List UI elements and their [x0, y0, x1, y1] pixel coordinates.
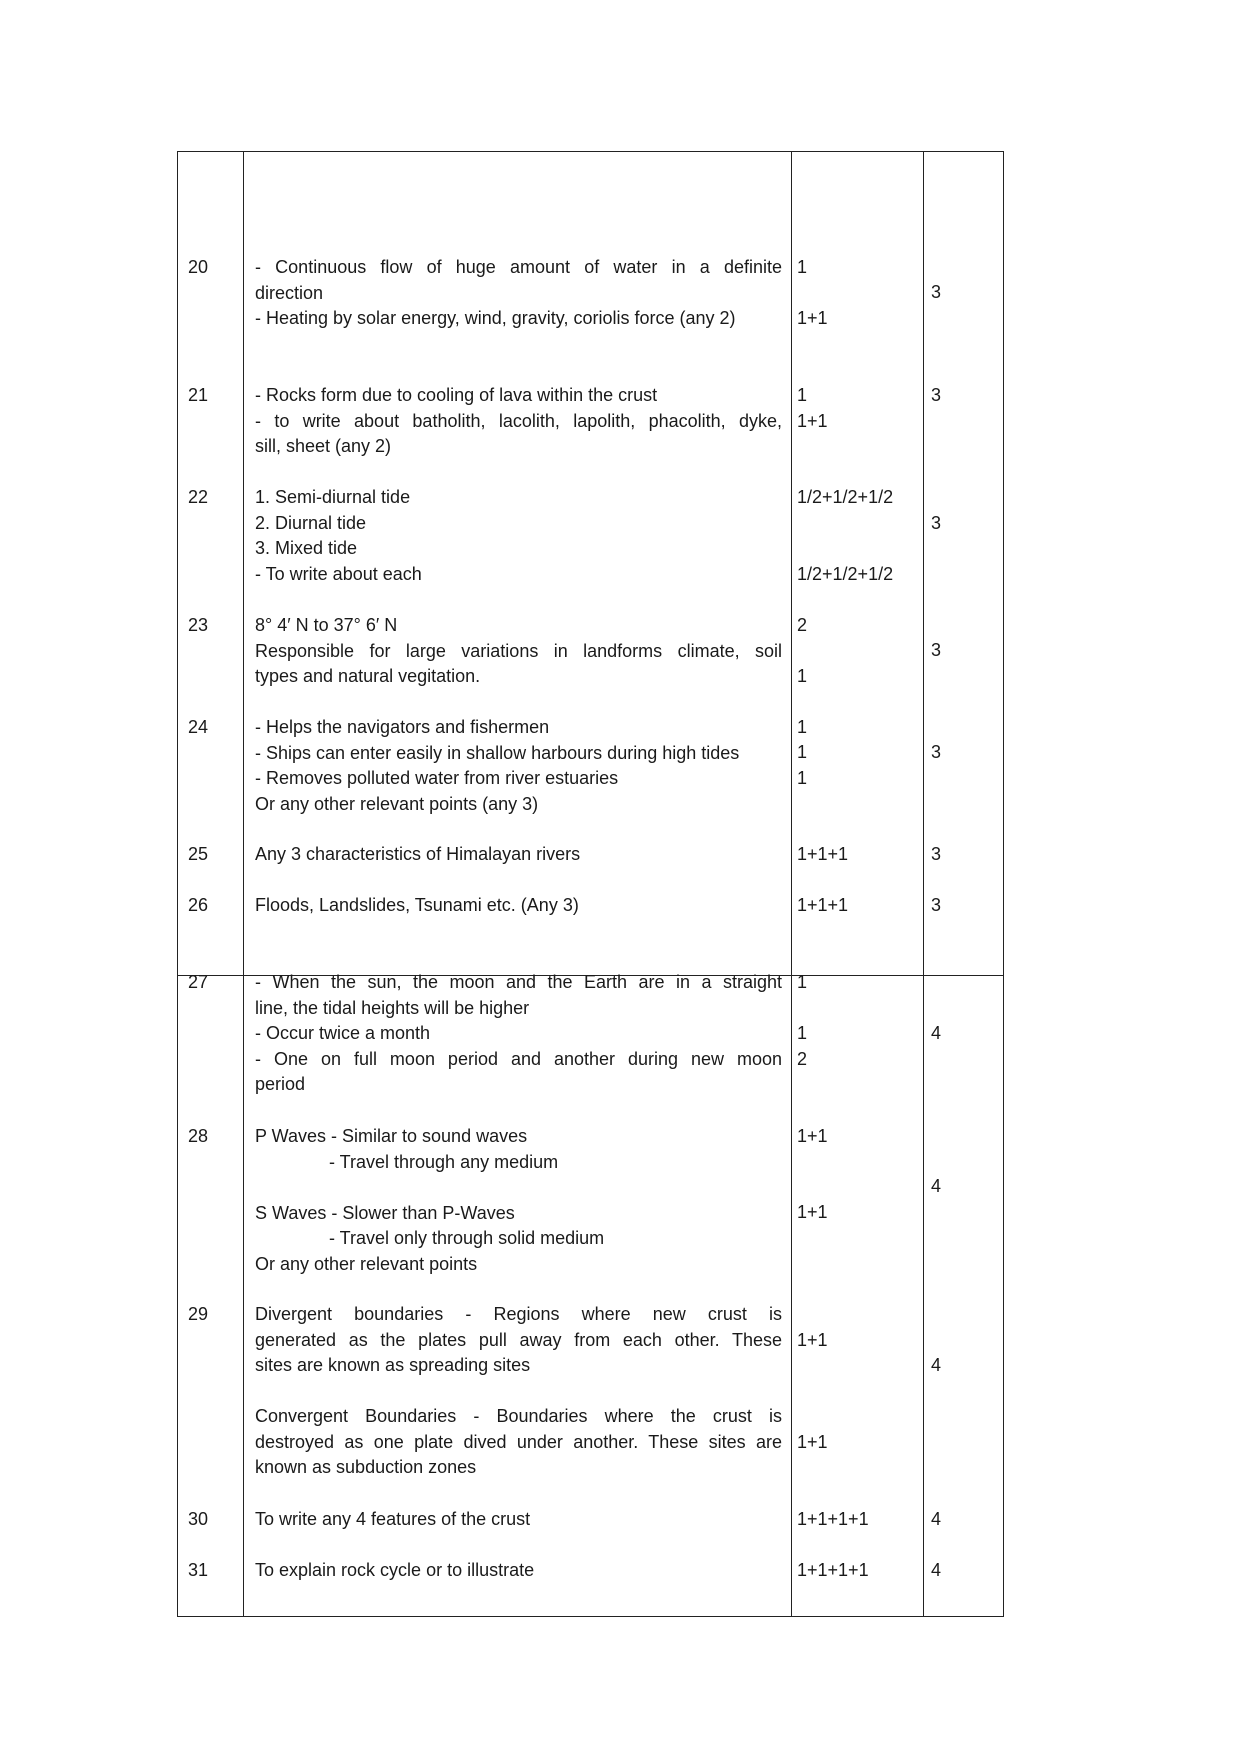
marks-value: 2: [797, 1049, 808, 1069]
marks-value: 1: [797, 666, 808, 686]
question-number: 28: [188, 1126, 209, 1146]
total-marks: 3: [931, 742, 942, 762]
marks-value: 1: [797, 257, 808, 277]
answer-text: To write any 4 features of the crust: [255, 1509, 531, 1529]
marks-value: 1+1+1+1: [797, 1560, 869, 1580]
marks-value: 1: [797, 972, 808, 992]
total-marks: 4: [931, 1509, 942, 1529]
total-marks: 3: [931, 282, 942, 302]
marks-value: 1+1: [797, 1432, 828, 1452]
table-divider-2: [791, 151, 792, 1617]
table-divider-3: [923, 151, 924, 1617]
marks-value: 1: [797, 717, 808, 737]
answer-text: 8° 4′ N to 37° 6′ N Responsible for large variations in landforms climate, soil types and natural vegitation.: [255, 615, 782, 686]
question-number: 22: [188, 487, 209, 507]
total-marks: 4: [931, 1560, 942, 1580]
answer-text: P Waves - Similar to sound waves - Travel through any medium S Waves - Slower than P-Waves - Travel only through solid medium Or any other relevant points: [255, 1126, 605, 1274]
marks-value: 1+1: [797, 411, 828, 431]
total-marks: 3: [931, 844, 942, 864]
table-divider-1: [243, 151, 244, 1617]
marks-value: 1: [797, 768, 808, 788]
total-marks: 3: [931, 513, 942, 533]
question-number: 23: [188, 615, 209, 635]
marks-value: 1+1+1: [797, 844, 849, 864]
question-number: 20: [188, 257, 209, 277]
answer-text: - Helps the navigators and fishermen - Ships can enter easily in shallow harbours during high tides - Removes polluted water from river estuaries Or any other relevant points (any 3): [255, 717, 740, 814]
marks-value: 1+1+1+1: [797, 1509, 869, 1529]
question-number: 26: [188, 895, 209, 915]
question-number: 29: [188, 1304, 209, 1324]
answer-text: - Rocks form due to cooling of lava within the crust - to write about batholith, lacolith, lapolith, phacolith, dyke, sill, sheet (any 2): [255, 385, 782, 456]
answer-text: Divergent boundaries - Regions where new crust is generated as the plates pull away from each other. These sites are known as spreading sites Convergent Boundaries - Boundaries where the crust is destroyed as one plate dived under another. These sites are known as subduction zones: [255, 1304, 782, 1477]
total-marks: 3: [931, 895, 942, 915]
answer-text: - When the sun, the moon and the Earth are in a straight line, the tidal heights will be higher - Occur twice a month - One on full moon period and another during new moon period: [255, 972, 782, 1094]
answer-text: Any 3 characteristics of Himalayan rivers: [255, 844, 581, 864]
marks-value: 1: [797, 1023, 808, 1043]
total-marks: 4: [931, 1176, 942, 1196]
marks-value: 1: [797, 385, 808, 405]
answer-text: To explain rock cycle or to illustrate: [255, 1560, 535, 1580]
table-border-top: [177, 151, 1004, 152]
marks-value: 1/2+1/2+1/2: [797, 487, 894, 507]
marks-value: 1+1: [797, 1330, 828, 1350]
table-border-left: [177, 151, 178, 1617]
marks-value: 1+1: [797, 1126, 828, 1146]
question-number: 31: [188, 1560, 209, 1580]
marks-value: 1: [797, 742, 808, 762]
question-number: 30: [188, 1509, 209, 1529]
answer-text: - Continuous flow of huge amount of water in a definite direction - Heating by solar energy, wind, gravity, coriolis force (any 2): [255, 257, 782, 328]
question-number: 27: [188, 972, 209, 992]
table-border-bottom: [177, 1616, 1004, 1617]
total-marks: 3: [931, 385, 942, 405]
marks-value: 1+1: [797, 308, 828, 328]
question-number: 21: [188, 385, 209, 405]
marks-value: 1+1+1: [797, 895, 849, 915]
total-marks: 4: [931, 1355, 942, 1375]
total-marks: 3: [931, 640, 942, 660]
question-number: 25: [188, 844, 209, 864]
answer-text: 1. Semi-diurnal tide 2. Diurnal tide 3. Mixed tide - To write about each: [255, 487, 422, 584]
answer-text: Floods, Landslides, Tsunami etc. (Any 3): [255, 895, 579, 915]
marks-value: 1/2+1/2+1/2: [797, 564, 894, 584]
marks-value: 2: [797, 615, 808, 635]
total-marks: 4: [931, 1023, 942, 1043]
question-number: 24: [188, 717, 209, 737]
marks-value: 1+1: [797, 1202, 828, 1222]
table-border-right: [1003, 151, 1004, 1617]
